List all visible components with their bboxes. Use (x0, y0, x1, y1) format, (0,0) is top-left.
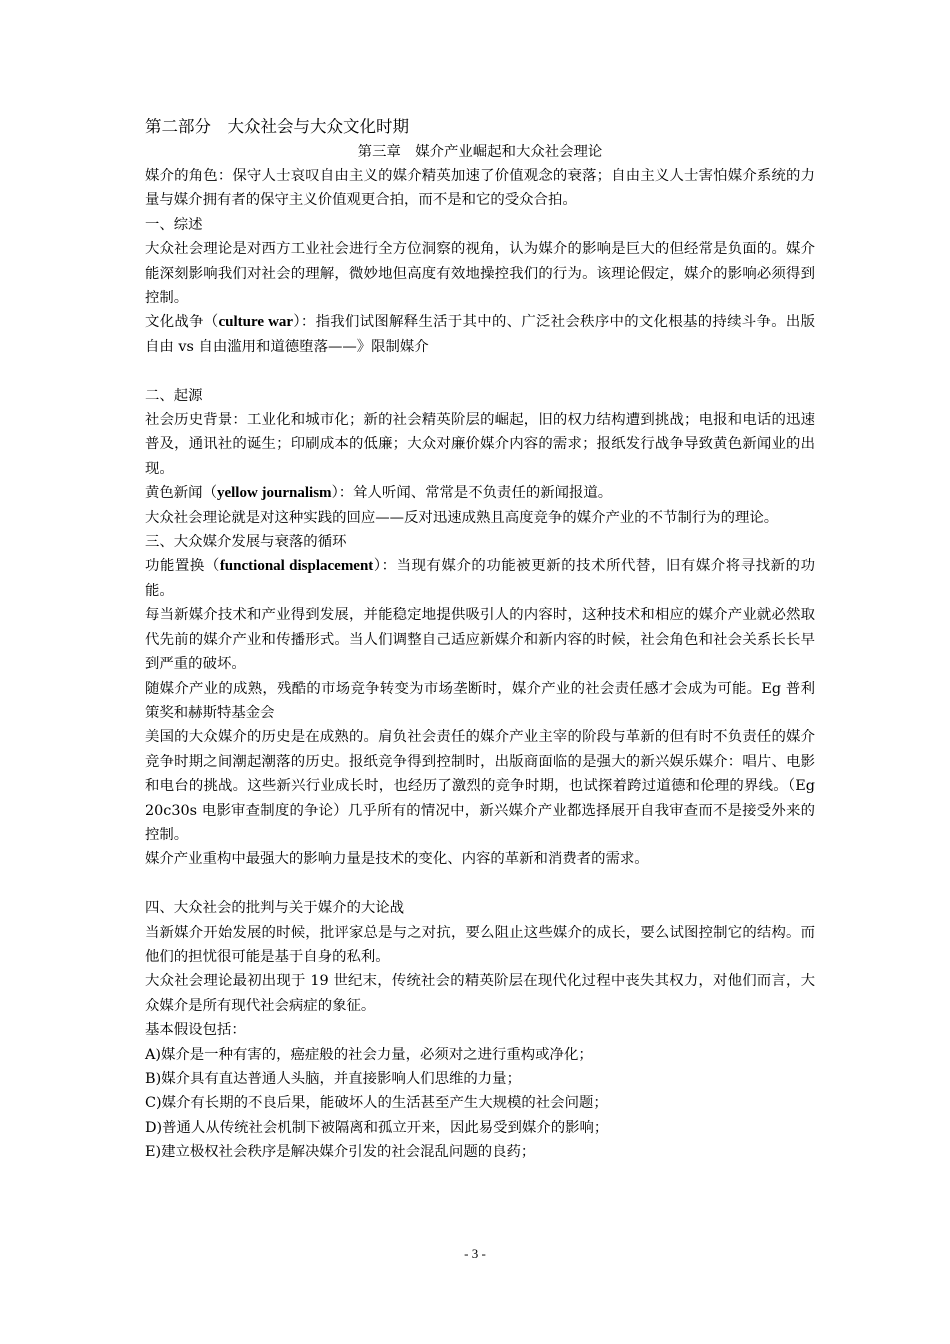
paragraph: 当新媒介开始发展的时候，批评家总是与之对抗，要么阻止这些媒介的成长，要么试图控制它的结构。而他们的担忧很可能是基于自身的私利。 (145, 924, 815, 965)
document-body (145, 114, 815, 1165)
paragraph-term-intro: 功能置换（ (145, 558, 220, 575)
paragraph-term-definition: ）：指我们试图解释生活于其中的、广泛社会秩序中的文化根基的持续斗争。出版自由 vs 自由滥用和道德堕落——》限制媒介 (145, 314, 815, 355)
paragraph: 一、综述 (145, 216, 203, 233)
page-number: - 3 - (464, 1246, 486, 1261)
paragraph: 媒介的角色：保守人士哀叹自由主义的媒介精英加速了价值观念的衰落；自由主义人士害怕媒介系统的力量与媒介拥有者的保守主义价值观更合拍，而不是和它的受众合拍。 (145, 168, 815, 209)
paragraph: 随媒介产业的成熟，残酷的市场竞争转变为市场垄断时，媒介产业的社会责任感才会成为可能。Eg 普利策奖和赫斯特基金会 (145, 680, 815, 721)
paragraph: 四、大众社会的批判与关于媒介的大论战 (145, 900, 405, 917)
paragraph: D)普通人从传统社会机制下被隔离和孤立开来，因此易受到媒介的影响； (145, 1119, 609, 1136)
paragraph (145, 481, 815, 505)
paragraph (145, 554, 815, 603)
paragraph: 社会历史背景：工业化和城市化；新的社会精英阶层的崛起，旧的权力结构遭到挑战；电报和电话的迅速普及，通讯社的诞生；印刷成本的低廉；大众对廉价媒介内容的需求；报纸发行战争导致黄色新闻业的出现。 (145, 412, 815, 477)
paragraph: A)媒介是一种有害的，癌症般的社会力量，必须对之进行重构或净化； (145, 1046, 593, 1063)
paragraph-term-definition: ）：当现有媒介的功能被更新的技术所代替，旧有媒介将寻找新的功能。 (145, 558, 815, 599)
paragraph (145, 310, 815, 359)
paragraph: 二、起源 (145, 387, 203, 404)
paragraph: 基本假设包括： (145, 1022, 246, 1039)
paragraph: E)建立极权社会秩序是解决媒介引发的社会混乱问题的良药； (145, 1144, 536, 1161)
paragraph-term-definition: ）：耸人听闻、常常是不负责任的新闻报道。 (331, 485, 613, 502)
paragraph: 美国的大众媒介的历史是在成熟的。肩负社会责任的媒介产业主宰的阶段与革新的但有时不负责任的媒介竞争时期之间潮起潮落的历史。报纸竞争得到控制时，出版商面临的是强大的新兴娱乐媒介：唱片、电影和电台的挑战。这些新兴行业成长时，也经历了激烈的竞争时期，也试探着跨过道德和伦理的界线。（Eg 20c30s 电影审查制度的争论）几乎所有的情况中，新兴媒介产业都选择展开自我审查而不是接受外来的控制。 (145, 729, 815, 843)
paragraph-term-intro: 黄色新闻（ (145, 485, 217, 502)
paragraph-term: yellow journalism (216, 485, 332, 502)
blank-line (145, 872, 815, 896)
paragraph-term: functional displacement (219, 558, 374, 575)
part-title: 第二部分 大众社会与大众文化时期 (145, 117, 409, 136)
chapter-title: 第三章 媒介产业崛起和大众社会理论 (357, 144, 603, 160)
paragraph-term: culture war (218, 314, 294, 331)
paragraph-term-intro: 文化战争（ (145, 314, 219, 331)
blank-line (145, 359, 815, 383)
paragraph: B)媒介具有直达普通人头脑，并直接影响人们思维的力量； (145, 1071, 521, 1087)
paragraph: 三、大众媒介发展与衰落的循环 (145, 534, 347, 551)
paragraph: 大众社会理论就是对这种实践的回应——反对迅速成熟且高度竞争的媒介产业的不节制行为的理论。 (145, 509, 779, 526)
paragraph: 大众社会理论最初出现于 19 世纪末，传统社会的精英阶层在现代化过程中丧失其权力，对他们而言，大众媒介是所有现代社会病症的象征。 (145, 973, 815, 1014)
paragraph: 大众社会理论是对西方工业社会进行全方位洞察的视角，认为媒介的影响是巨大的但经常是负面的。媒介能深刻影响我们对社会的理解，微妙地但高度有效地操控我们的行为。该理论假定，媒介的影响必须得到控制。 (145, 241, 815, 307)
paragraph: C)媒介有长期的不良后果，能破坏人的生活甚至产生大规模的社会问题； (145, 1095, 608, 1112)
paragraph-list (145, 164, 815, 1165)
paragraph: 每当新媒介技术和产业得到发展，并能稳定地提供吸引人的内容时，这种技术和相应的媒介产业就必然取代先前的媒介产业和传播形式。当人们调整自己适应新媒介和新内容的时候，社会角色和社会关系长长早到严重的破坏。 (145, 607, 815, 673)
paragraph: 媒介产业重构中最强大的影响力量是技术的变化、内容的革新和消费者的需求。 (145, 851, 649, 868)
